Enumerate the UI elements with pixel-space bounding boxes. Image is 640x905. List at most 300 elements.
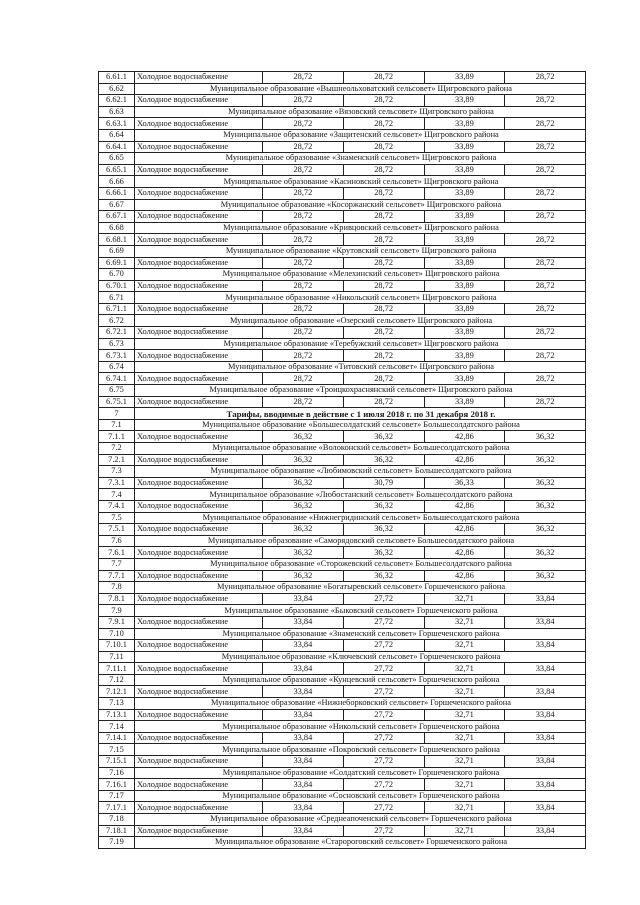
municipality-name: Муниципальное образование «Знаменский сельсовет» Щигровского района	[135, 153, 586, 165]
municipality-name: Муниципальное образование «Троицкохраснянский сельсовет» Щигровского района	[135, 385, 586, 397]
row-number: 7.19	[99, 837, 135, 849]
tariff-value: 28,72	[263, 164, 344, 176]
row-number: 7.17	[99, 790, 135, 802]
municipality-name: Муниципальное образование «Нижнегридинский сельсовет» Большесолдатского района	[135, 512, 586, 524]
tariff-value: 28,72	[343, 327, 424, 339]
tariff-value: 36,32	[505, 547, 586, 559]
tariff-value: 27,72	[343, 593, 424, 605]
tariff-value: 28,72	[343, 373, 424, 385]
tariff-value: 32,71	[424, 732, 505, 744]
tariff-value: 33,89	[424, 211, 505, 223]
service-name: Холодное водоснабжение	[135, 187, 263, 199]
tariff-row	[99, 524, 586, 536]
municipality-name: Муниципальное образование «Знаменский сельсовет» Горшеченского района	[135, 628, 586, 640]
tariff-value: 28,72	[505, 187, 586, 199]
tariff-value: 36,32	[343, 431, 424, 443]
tariff-value: 36,32	[505, 477, 586, 489]
row-number: 6.68.1	[99, 234, 135, 246]
municipality-name: Муниципальное образование «Крутовский сельсовет» Щигровского района	[135, 245, 586, 257]
row-number: 7.6	[99, 535, 135, 547]
tariff-row	[99, 303, 586, 315]
row-number: 6.73	[99, 338, 135, 350]
tariff-value: 36,32	[343, 454, 424, 466]
tariff-value: 28,72	[263, 257, 344, 269]
tariff-value: 33,84	[505, 616, 586, 628]
municipality-name: Муниципальное образование «Косоржанский сельсовет» Щигровского района	[135, 199, 586, 211]
tariff-value: 33,84	[263, 732, 344, 744]
tariff-value: 36,32	[343, 547, 424, 559]
row-number: 7.3.1	[99, 477, 135, 489]
row-number: 6.64	[99, 129, 135, 141]
municipality-name: Муниципальное образование «Любостанский сельсовет» Большесолдатского района	[135, 489, 586, 501]
service-name: Холодное водоснабжение	[135, 350, 263, 362]
tariff-value: 30,79	[343, 477, 424, 489]
service-name: Холодное водоснабжение	[135, 825, 263, 837]
row-number: 7.7	[99, 558, 135, 570]
tariff-row	[99, 570, 586, 582]
tariff-row	[99, 500, 586, 512]
tariff-value: 28,72	[343, 141, 424, 153]
tariff-value: 27,72	[343, 825, 424, 837]
tariff-value: 28,72	[343, 257, 424, 269]
tariff-row	[99, 686, 586, 698]
tariff-value: 28,72	[505, 141, 586, 153]
municipality-heading-row	[99, 790, 586, 802]
municipality-heading-row	[99, 361, 586, 373]
tariff-value: 28,72	[343, 118, 424, 130]
municipality-name: Муниципальное образование «Быковский сельсовет» Горшеченского района	[135, 605, 586, 617]
row-number: 7.12.1	[99, 686, 135, 698]
municipality-heading-row	[99, 628, 586, 640]
municipality-heading-row	[99, 83, 586, 95]
tariff-value: 27,72	[343, 779, 424, 791]
municipality-heading-row	[99, 721, 586, 733]
tariff-value: 27,72	[343, 663, 424, 675]
service-name: Холодное водоснабжение	[135, 280, 263, 292]
tariff-value: 28,72	[505, 350, 586, 362]
service-name: Холодное водоснабжение	[135, 640, 263, 652]
row-number: 6.70.1	[99, 280, 135, 292]
row-number: 7.13	[99, 698, 135, 710]
municipality-heading-row	[99, 245, 586, 257]
tariff-value: 36,32	[343, 524, 424, 536]
tariff-value: 33,84	[505, 825, 586, 837]
row-number: 6.72.1	[99, 327, 135, 339]
tariff-value: 33,89	[424, 257, 505, 269]
service-name: Холодное водоснабжение	[135, 373, 263, 385]
tariff-value: 36,32	[505, 454, 586, 466]
row-number: 6.74	[99, 361, 135, 373]
row-number: 6.64.1	[99, 141, 135, 153]
municipality-name: Муниципальное образование «Теребужский сельсовет» Щигровского района	[135, 338, 586, 350]
tariff-value: 36,33	[424, 477, 505, 489]
municipality-name: Муниципальное образование «Волоконский сельсовет» Большесолдатского района	[135, 443, 586, 455]
municipality-name: Муниципальное образование «Никольский сельсовет» Щигровского района	[135, 292, 586, 304]
tariff-value: 36,32	[263, 477, 344, 489]
row-number: 7	[99, 408, 135, 420]
tariff-value: 28,72	[263, 280, 344, 292]
tariff-value: 36,32	[263, 524, 344, 536]
service-name: Холодное водоснабжение	[135, 396, 263, 408]
tariff-value: 33,84	[263, 616, 344, 628]
municipality-heading-row	[99, 767, 586, 779]
tariff-value: 42,86	[424, 500, 505, 512]
tariff-value: 42,86	[424, 431, 505, 443]
service-name: Холодное водоснабжение	[135, 477, 263, 489]
tariff-value: 33,84	[263, 825, 344, 837]
tariff-value: 36,32	[505, 500, 586, 512]
tariff-value: 28,72	[263, 187, 344, 199]
tariff-row	[99, 211, 586, 223]
municipality-name: Муниципальное образование «Мелехинский сельсовет» Щигровского района	[135, 269, 586, 281]
municipality-name: Муниципальное образование «Саморядовский сельсовет» Большесолдатского района	[135, 535, 586, 547]
municipality-heading-row	[99, 605, 586, 617]
row-number: 6.62.1	[99, 95, 135, 107]
tariff-row	[99, 350, 586, 362]
tariff-value: 27,72	[343, 732, 424, 744]
tariff-value: 33,89	[424, 373, 505, 385]
tariff-row	[99, 593, 586, 605]
municipality-heading-row	[99, 385, 586, 397]
service-name: Холодное водоснабжение	[135, 686, 263, 698]
tariff-row	[99, 234, 586, 246]
tariff-value: 28,72	[263, 118, 344, 130]
tariff-value: 33,89	[424, 234, 505, 246]
tariff-value: 33,84	[505, 709, 586, 721]
service-name: Холодное водоснабжение	[135, 164, 263, 176]
service-name: Холодное водоснабжение	[135, 547, 263, 559]
municipality-heading-row	[99, 222, 586, 234]
row-number: 6.67	[99, 199, 135, 211]
municipality-name: Муниципальное образование «Кривцовский сельсовет» Щигровского района	[135, 222, 586, 234]
tariff-value: 33,89	[424, 72, 505, 84]
tariff-value: 28,72	[343, 187, 424, 199]
tariff-row	[99, 640, 586, 652]
row-number: 7.10	[99, 628, 135, 640]
municipality-name: Муниципальное образование «Никольский сельсовет» Горшеченского района	[135, 721, 586, 733]
municipality-name: Муниципальное образование «Ключевский сельсовет» Горшеченского района	[135, 651, 586, 663]
municipality-heading-row	[99, 443, 586, 455]
row-number: 7.16	[99, 767, 135, 779]
row-number: 7.2	[99, 443, 135, 455]
tariff-row	[99, 396, 586, 408]
tariff-value: 36,32	[343, 570, 424, 582]
tariff-value: 27,72	[343, 616, 424, 628]
tariff-row	[99, 779, 586, 791]
tariff-value: 32,71	[424, 593, 505, 605]
tariff-value: 27,72	[343, 640, 424, 652]
tariff-value: 42,86	[424, 570, 505, 582]
tariff-value: 33,84	[263, 663, 344, 675]
tariff-value: 28,72	[505, 373, 586, 385]
row-number: 7.14	[99, 721, 135, 733]
municipality-heading-row	[99, 153, 586, 165]
service-name: Холодное водоснабжение	[135, 616, 263, 628]
tariff-value: 28,72	[343, 72, 424, 84]
tariff-row	[99, 663, 586, 675]
tariff-value: 32,71	[424, 616, 505, 628]
service-name: Холодное водоснабжение	[135, 454, 263, 466]
tariff-value: 33,89	[424, 350, 505, 362]
tariff-value: 33,89	[424, 118, 505, 130]
row-number: 7.13.1	[99, 709, 135, 721]
tariff-value: 36,32	[263, 500, 344, 512]
row-number: 7.3	[99, 466, 135, 478]
municipality-heading-row	[99, 674, 586, 686]
tariff-value: 33,84	[505, 802, 586, 814]
municipality-heading-row	[99, 489, 586, 501]
tariff-value: 36,32	[505, 524, 586, 536]
municipality-name: Муниципальное образование «Сторожевский сельсовет» Большесолдатского района	[135, 558, 586, 570]
tariff-value: 33,84	[505, 756, 586, 768]
tariff-row	[99, 373, 586, 385]
tariff-value: 28,72	[263, 211, 344, 223]
tariff-value: 33,84	[505, 640, 586, 652]
municipality-heading-row	[99, 129, 586, 141]
tariff-value: 27,72	[343, 686, 424, 698]
municipality-heading-row	[99, 292, 586, 304]
tariff-value: 28,72	[505, 327, 586, 339]
row-number: 6.63.1	[99, 118, 135, 130]
tariff-value: 28,72	[505, 95, 586, 107]
tariff-value: 28,72	[263, 72, 344, 84]
row-number: 7.5.1	[99, 524, 135, 536]
row-number: 7.16.1	[99, 779, 135, 791]
service-name: Холодное водоснабжение	[135, 141, 263, 153]
tariff-value: 32,71	[424, 756, 505, 768]
municipality-heading-row	[99, 176, 586, 188]
service-name: Холодное водоснабжение	[135, 257, 263, 269]
municipality-name: Муниципальное образование «Титовский сельсовет» Щигровского района	[135, 361, 586, 373]
row-number: 7.4	[99, 489, 135, 501]
service-name: Холодное водоснабжение	[135, 732, 263, 744]
row-number: 7.18.1	[99, 825, 135, 837]
service-name: Холодное водоснабжение	[135, 431, 263, 443]
service-name: Холодное водоснабжение	[135, 95, 263, 107]
tariff-value: 36,32	[263, 570, 344, 582]
tariff-value: 42,86	[424, 454, 505, 466]
tariff-value: 33,89	[424, 95, 505, 107]
row-number: 6.71	[99, 292, 135, 304]
municipality-heading-row	[99, 512, 586, 524]
tariff-value: 36,32	[505, 431, 586, 443]
tariff-row	[99, 709, 586, 721]
row-number: 6.68	[99, 222, 135, 234]
service-name: Холодное водоснабжение	[135, 756, 263, 768]
municipality-heading-row	[99, 558, 586, 570]
service-name: Холодное водоснабжение	[135, 663, 263, 675]
tariff-value: 28,72	[343, 396, 424, 408]
tariff-row	[99, 732, 586, 744]
service-name: Холодное водоснабжение	[135, 802, 263, 814]
row-number: 7.8	[99, 582, 135, 594]
tariff-value: 33,89	[424, 303, 505, 315]
tariff-value: 33,84	[505, 779, 586, 791]
row-number: 7.15	[99, 744, 135, 756]
service-name: Холодное водоснабжение	[135, 570, 263, 582]
municipality-heading-row	[99, 651, 586, 663]
row-number: 7.1.1	[99, 431, 135, 443]
tariff-value: 33,84	[263, 709, 344, 721]
tariff-value: 28,72	[505, 257, 586, 269]
tariff-value: 28,72	[263, 141, 344, 153]
row-number: 7.15.1	[99, 756, 135, 768]
municipality-name: Муниципальное образование «Нижнеборковский сельсовет» Горшеченского района	[135, 698, 586, 710]
tariff-value: 33,89	[424, 396, 505, 408]
tariff-value: 33,89	[424, 187, 505, 199]
service-name: Холодное водоснабжение	[135, 327, 263, 339]
municipality-heading-row	[99, 106, 586, 118]
tariff-value: 28,72	[263, 95, 344, 107]
row-number: 7.5	[99, 512, 135, 524]
tariff-value: 33,89	[424, 327, 505, 339]
tariff-value: 27,72	[343, 709, 424, 721]
municipality-name: Муниципальное образование «Любимовский сельсовет» Большесолдатского района	[135, 466, 586, 478]
tariff-row	[99, 477, 586, 489]
section-heading-row	[99, 408, 586, 420]
municipality-name: Муниципальное образование «Озерский сельсовет» Щигровского района	[135, 315, 586, 327]
row-number: 7.1	[99, 419, 135, 431]
service-name: Холодное водоснабжение	[135, 211, 263, 223]
tariff-value: 42,86	[424, 524, 505, 536]
tariff-row	[99, 280, 586, 292]
tariff-value: 36,32	[263, 454, 344, 466]
row-number: 6.71.1	[99, 303, 135, 315]
tariff-value: 28,72	[263, 303, 344, 315]
tariff-value: 32,71	[424, 663, 505, 675]
row-number: 6.70	[99, 269, 135, 281]
row-number: 7.6.1	[99, 547, 135, 559]
tariff-value: 28,72	[263, 234, 344, 246]
tariff-row	[99, 164, 586, 176]
tariff-value: 33,84	[263, 756, 344, 768]
tariff-value: 28,72	[505, 303, 586, 315]
tariff-row	[99, 141, 586, 153]
municipality-heading-row	[99, 315, 586, 327]
row-number: 7.11.1	[99, 663, 135, 675]
tariff-table	[98, 71, 586, 849]
tariff-value: 33,84	[263, 779, 344, 791]
tariff-value: 32,71	[424, 802, 505, 814]
tariff-value: 33,89	[424, 141, 505, 153]
section-title: Тарифы, вводимые в действие с 1 июля 2018 г. по 31 декабря 2018 г.	[135, 408, 586, 420]
row-number: 6.75.1	[99, 396, 135, 408]
row-number: 6.67.1	[99, 211, 135, 223]
municipality-name: Муниципальное образование «Сосновский сельсовет» Горшеченского района	[135, 790, 586, 802]
tariff-value: 32,71	[424, 825, 505, 837]
tariff-row	[99, 118, 586, 130]
tariff-value: 42,86	[424, 547, 505, 559]
municipality-name: Муниципальное образование «Богатыревский сельсовет» Горшеченского района	[135, 582, 586, 594]
tariff-row	[99, 72, 586, 84]
tariff-row	[99, 431, 586, 443]
tariff-value: 28,72	[505, 72, 586, 84]
municipality-heading-row	[99, 338, 586, 350]
tariff-value: 33,84	[263, 593, 344, 605]
tariff-value: 33,89	[424, 164, 505, 176]
row-number: 6.69.1	[99, 257, 135, 269]
municipality-name: Муниципальное образование «Кунцевский сельсовет» Горшеченского района	[135, 674, 586, 686]
tariff-row	[99, 616, 586, 628]
tariff-value: 27,72	[343, 802, 424, 814]
tariff-value: 27,72	[343, 756, 424, 768]
tariff-value: 36,32	[505, 570, 586, 582]
tariff-value: 36,32	[263, 431, 344, 443]
tariff-value: 28,72	[505, 234, 586, 246]
tariff-row	[99, 257, 586, 269]
service-name: Холодное водоснабжение	[135, 593, 263, 605]
tariff-value: 28,72	[343, 211, 424, 223]
row-number: 6.65.1	[99, 164, 135, 176]
municipality-name: Муниципальное образование «Защитенский сельсовет» Щигровского района	[135, 129, 586, 141]
municipality-heading-row	[99, 582, 586, 594]
tariff-row	[99, 802, 586, 814]
tariff-row	[99, 756, 586, 768]
row-number: 7.2.1	[99, 454, 135, 466]
tariff-value: 33,84	[263, 686, 344, 698]
tariff-value: 28,72	[263, 350, 344, 362]
row-number: 6.61.1	[99, 72, 135, 84]
tariff-value: 28,72	[343, 95, 424, 107]
municipality-heading-row	[99, 814, 586, 826]
municipality-heading-row	[99, 466, 586, 478]
tariff-row	[99, 547, 586, 559]
tariff-row	[99, 327, 586, 339]
tariff-value: 33,84	[263, 640, 344, 652]
row-number: 6.66.1	[99, 187, 135, 199]
row-number: 6.74.1	[99, 373, 135, 385]
tariff-row	[99, 95, 586, 107]
tariff-value: 28,72	[505, 211, 586, 223]
tariff-value: 28,72	[343, 234, 424, 246]
row-number: 6.69	[99, 245, 135, 257]
municipality-heading-row	[99, 535, 586, 547]
tariff-value: 36,32	[263, 547, 344, 559]
tariff-value: 28,72	[263, 396, 344, 408]
row-number: 6.65	[99, 153, 135, 165]
tariff-value: 33,84	[505, 663, 586, 675]
row-number: 7.10.1	[99, 640, 135, 652]
row-number: 7.8.1	[99, 593, 135, 605]
municipality-name: Муниципальное образование «Солдатский сельсовет» Горшеченского района	[135, 767, 586, 779]
service-name: Холодное водоснабжение	[135, 524, 263, 536]
tariff-value: 28,72	[343, 280, 424, 292]
tariff-value: 32,71	[424, 709, 505, 721]
service-name: Холодное водоснабжение	[135, 709, 263, 721]
municipality-heading-row	[99, 744, 586, 756]
tariff-value: 33,84	[505, 593, 586, 605]
service-name: Холодное водоснабжение	[135, 500, 263, 512]
service-name: Холодное водоснабжение	[135, 118, 263, 130]
row-number: 6.63	[99, 106, 135, 118]
municipality-name: Муниципальное образование «Касиновский сельсовет» Щигровского района	[135, 176, 586, 188]
tariff-value: 33,84	[505, 686, 586, 698]
service-name: Холодное водоснабжение	[135, 779, 263, 791]
row-number: 7.9.1	[99, 616, 135, 628]
tariff-value: 33,84	[263, 802, 344, 814]
municipality-heading-row	[99, 199, 586, 211]
row-number: 7.14.1	[99, 732, 135, 744]
tariff-document	[98, 71, 585, 849]
tariff-value: 33,89	[424, 280, 505, 292]
municipality-name: Муниципальное образование «Среднеапоченский сельсовет» Горшеченского района	[135, 814, 586, 826]
tariff-value: 28,72	[263, 327, 344, 339]
tariff-value: 28,72	[505, 164, 586, 176]
tariff-row	[99, 454, 586, 466]
row-number: 7.11	[99, 651, 135, 663]
row-number: 6.66	[99, 176, 135, 188]
tariff-value: 36,32	[343, 500, 424, 512]
